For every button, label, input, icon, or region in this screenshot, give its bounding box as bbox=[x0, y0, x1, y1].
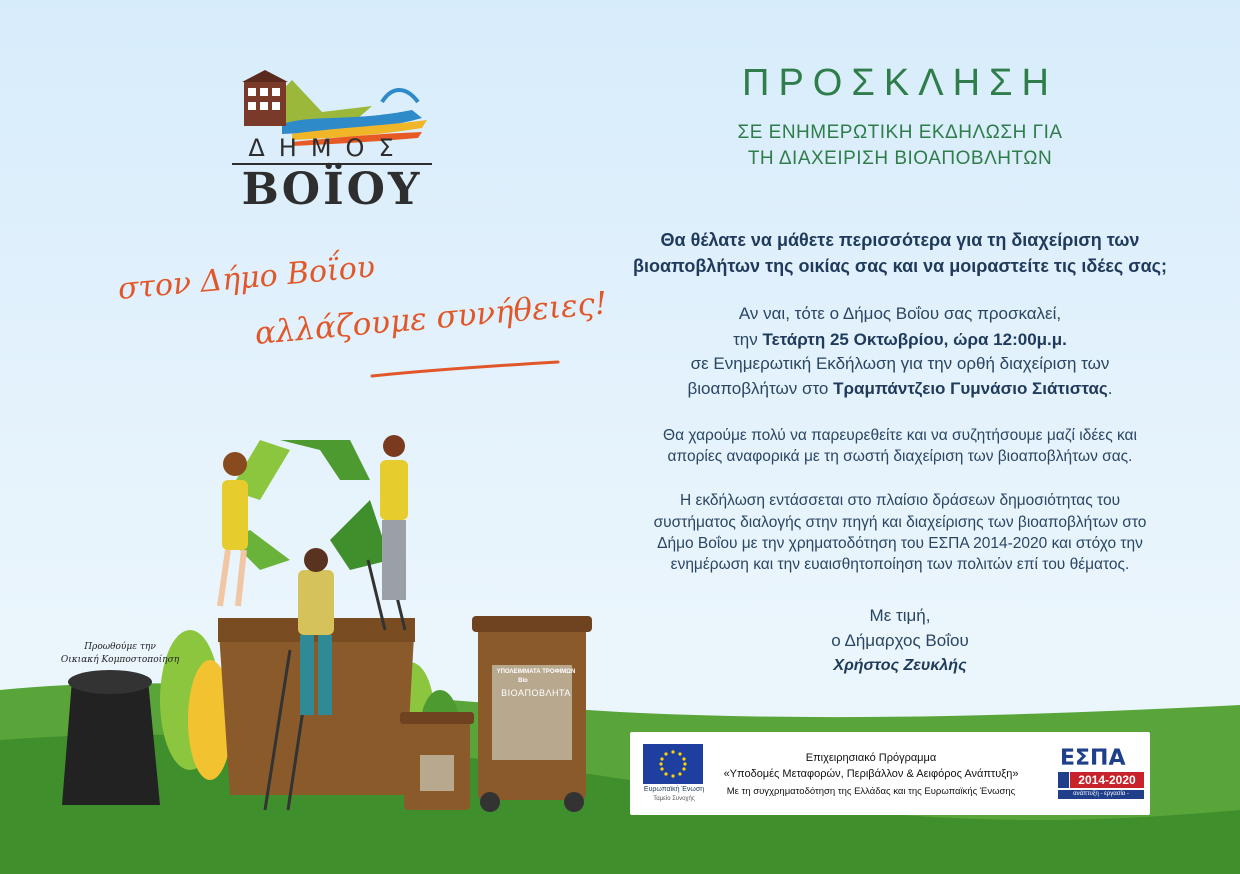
invite-line-4-pre: βιοαποβλήτων στο bbox=[687, 379, 834, 398]
bin-label-3: ΒΙΟΑΠΟΒΛΗΤΑ bbox=[501, 688, 571, 698]
event-date: Τετάρτη 25 Οκτωβρίου, ώρα 12:00μ.μ. bbox=[762, 330, 1067, 349]
question-line-1: Θα θέλατε να μάθετε περισσότερα για τη διαχείριση των bbox=[660, 230, 1140, 250]
compost-label-1: Προωθούμε την bbox=[84, 642, 156, 652]
event-venue: Τραμπάντζειο Γυμνάσιο Σιάτιστας bbox=[833, 379, 1108, 398]
program-line-2: «Υποδομές Μεταφορών, Περιβάλλον & Αειφόρος Ανάπτυξη» bbox=[723, 768, 1019, 780]
invite-line-2 bbox=[590, 330, 1210, 350]
eu-flag-icon bbox=[643, 744, 703, 784]
espa-tagline: ανάπτυξη - εργασία - αλληλεγγύη bbox=[1058, 790, 1144, 799]
logo-name-text: ΒΟΪΟΥ bbox=[241, 164, 423, 215]
signature-role: ο Δήμαρχος Βοΐου bbox=[831, 631, 969, 650]
signature-greeting: Με τιμή, bbox=[869, 606, 931, 625]
logo-dimos-text: ΔΗΜΟΣ bbox=[248, 134, 408, 162]
invite-line-3: σε Ενημερωτική Εκδήλωση για την ορθή διαχείριση των bbox=[690, 354, 1110, 373]
invite-line-4-post: . bbox=[1107, 379, 1113, 398]
signature-name: Χρήστος Ζευκλής bbox=[833, 657, 967, 674]
eu-fund-label: Ταμείο Συνοχής bbox=[653, 796, 695, 802]
context-line-4: ενημέρωση και την ευαισθητοποίηση των πολιτών επί του θέματος. bbox=[670, 556, 1130, 573]
subtitle-line-1: ΣΕ ΕΝΗΜΕΡΩΤΙΚΗ ΕΚΔΗΛΩΣΗ ΓΙΑ bbox=[737, 122, 1063, 143]
greek-flag-icon bbox=[1058, 772, 1069, 788]
recycling-illustration bbox=[50, 420, 610, 820]
slogan-line-2: αλλάζουμε συνήθειες! bbox=[253, 285, 609, 352]
program-line-1: Επιχειρησιακό Πρόγραμμα bbox=[805, 752, 937, 764]
espa-logo-text: ΕΣΠΑ bbox=[1060, 746, 1126, 771]
invite-line-2-pre: την bbox=[733, 330, 763, 349]
invite-line-4 bbox=[590, 379, 1210, 399]
invitation-title: ΠΡΟΣΚΛΗΣΗ bbox=[742, 62, 1058, 104]
invite-line-1: Αν ναι, τότε ο Δήμος Βοΐου σας προσκαλεί, bbox=[738, 304, 1062, 323]
context-line-3: Δήμο Βοΐου με την χρηματοδότηση του ΕΣΠΑ 2014-2020 και στόχο την bbox=[657, 535, 1143, 552]
question-line-2: βιοαποβλήτων της οικίας σας και να μοιραστείτε τις ιδέες σας; bbox=[633, 256, 1167, 276]
bin-label-1: ΥΠΟΛΕΙΜΜΑΤΑ ΤΡΟΦΙΜΩΝ bbox=[496, 669, 576, 675]
welcome-line-1: Θα χαρούμε πολύ να παρευρεθείτε και να συζητήσουμε μαζί ιδέες και bbox=[663, 427, 1137, 444]
espa-years: 2014-2020 bbox=[1070, 772, 1144, 788]
compost-label-2: Οικιακή Κομποστοποίηση bbox=[60, 655, 180, 665]
context-line-2: συστήματος διαλογής στην πηγή και διαχείρισης των βιοαποβλήτων στο bbox=[653, 514, 1147, 531]
program-line-3: Με τη συγχρηματοδότηση της Ελλάδας και της Ευρωπαϊκής Ένωσης bbox=[726, 786, 1016, 797]
eu-label: Ευρωπαϊκή Ένωση bbox=[643, 786, 705, 793]
context-line-1: Η εκδήλωση εντάσσεται στο πλαίσιο δράσεων δημοσιότητας του bbox=[679, 492, 1121, 509]
slogan-underline bbox=[370, 360, 560, 380]
subtitle-line-2: ΤΗ ΔΙΑΧΕΙΡΙΣΗ ΒΙΟΑΠΟΒΛΗΤΩΝ bbox=[747, 148, 1053, 169]
slogan-line-1: στον Δήμο Βοΐου bbox=[116, 249, 377, 307]
bin-label-2: Bio bbox=[518, 678, 528, 684]
welcome-line-2: απορίες αναφορικά με τη σωστή διαχείριση των βιοαποβλήτων σας. bbox=[667, 448, 1133, 465]
